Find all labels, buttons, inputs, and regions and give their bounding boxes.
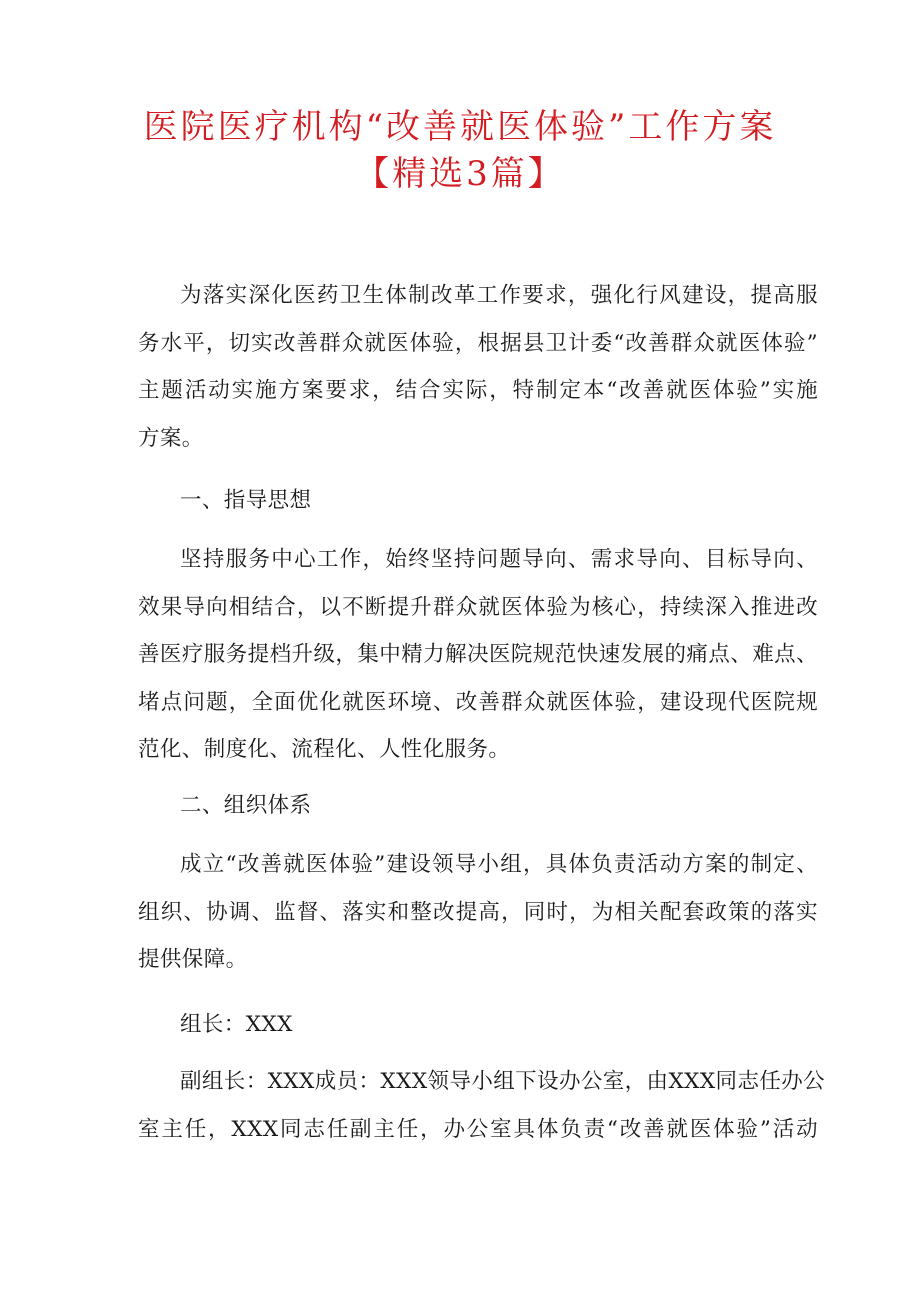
paragraph-line: 副组长：XXX成员：XXX领导小组下设办公室，由XXX同志任办公 (180, 1069, 826, 1094)
paragraph-line: 效果导向相结合，以不断提升群众就医体验为核心，持续深入推进改 (138, 594, 818, 620)
paragraph-line: 范化、制度化、流程化、人性化服务。 (138, 737, 511, 762)
intro-line: 主题活动实施方案要求，结合实际，特制定本“改善就医体验”实施 (138, 378, 818, 403)
intro-line: 方案。 (138, 425, 204, 451)
paragraph-line: 堵点问题，全面优化就医环境、改善群众就医体验，建设现代医院规 (138, 689, 818, 715)
section-heading-organization (138, 782, 818, 830)
paragraph-line: 提供保障。 (138, 947, 248, 972)
paragraph-line: 室主任，XXX同志任副主任，办公室具体负责“改善就医体验”活动 (138, 1116, 818, 1142)
paragraph-line: 组织、协调、监督、落实和整改提高，同时，为相关配套政策的落实 (138, 899, 818, 925)
document-title-line-2: 【精选3篇】 (355, 154, 565, 194)
section-heading-guiding-ideology (138, 477, 818, 525)
organization-paragraph (138, 841, 818, 984)
leader-paragraph (138, 1001, 818, 1049)
guiding-ideology-paragraph (138, 536, 818, 774)
leader-line: 组长：XXX (180, 1012, 293, 1037)
intro-line: 为落实深化医药卫生体制改革工作要求，强化行风建设，提高服 (180, 283, 818, 308)
intro-line: 务水平，切实改善群众就医体验，根据县卫计委“改善群众就医体验” (138, 330, 818, 356)
section-heading-text: 二、组织体系 (180, 793, 312, 818)
paragraph-line: 成立“改善就医体验”建设领导小组，具体负责活动方案的制定、 (180, 852, 818, 877)
document-title-line-1: 医院医疗机构“改善就医体验”工作方案 (143, 107, 777, 147)
section-heading-text: 一、指导思想 (180, 488, 312, 513)
intro-paragraph (138, 272, 818, 462)
deputy-paragraph (138, 1058, 826, 1153)
paragraph-line: 善医疗服务提档升级，集中精力解决医院规范快速发展的痛点、难点、 (138, 642, 818, 667)
paragraph-line: 坚持服务中心工作，始终坚持问题导向、需求导向、目标导向、 (180, 547, 818, 572)
